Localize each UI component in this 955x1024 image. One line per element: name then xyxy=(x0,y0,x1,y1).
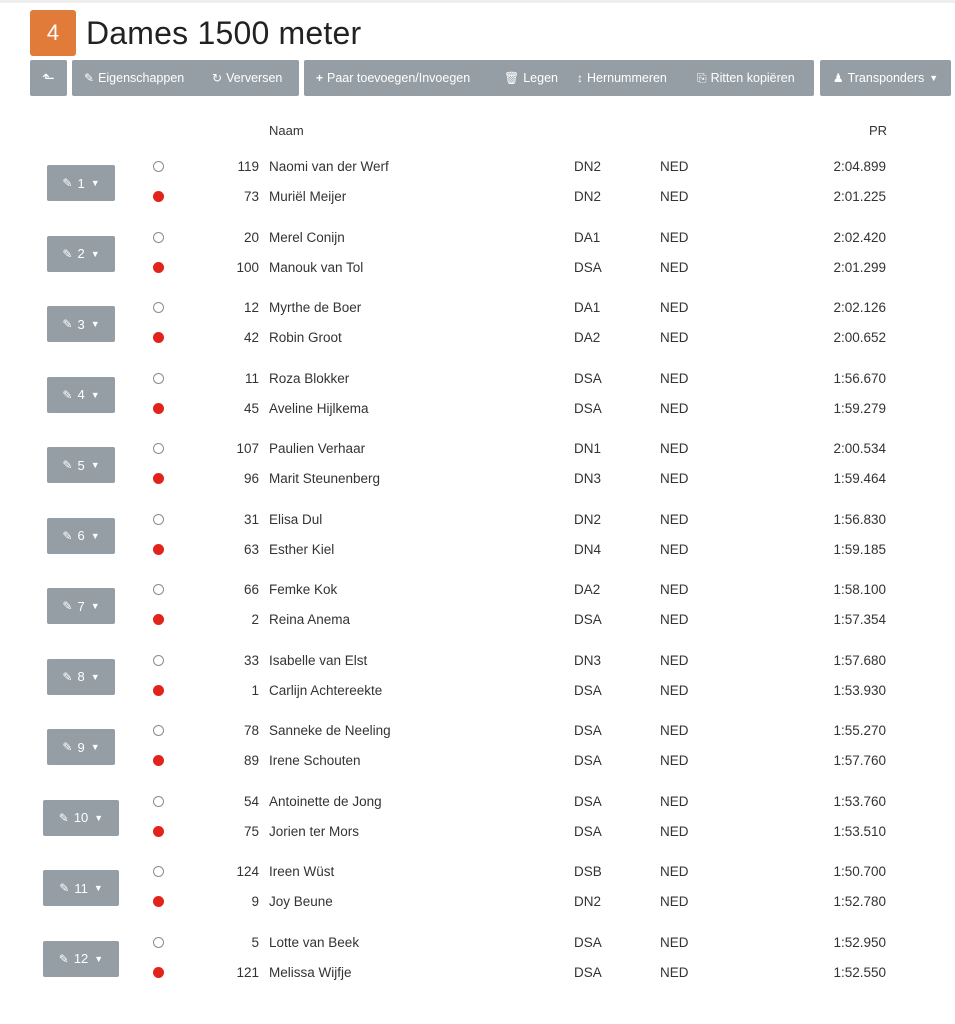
skater-name: Melissa Wijfje xyxy=(269,964,352,980)
caret-down-icon: ▼ xyxy=(90,742,100,752)
skater-name: Paulien Verhaar xyxy=(269,441,366,456)
heat-number: 11 xyxy=(74,880,88,896)
skater-category: DN1 xyxy=(574,441,602,456)
skater-nation: NED xyxy=(660,793,689,809)
page-title: Dames 1500 meter xyxy=(86,14,362,51)
red-lane-indicator xyxy=(153,332,164,343)
skater-pr: 2:00.534 xyxy=(833,441,886,456)
skater-name: Marit Steunenberg xyxy=(269,471,381,486)
skater-nation: NED xyxy=(660,934,689,950)
skater-category: DA1 xyxy=(574,229,601,245)
skater-nation: NED xyxy=(660,894,689,909)
skater-pr: 2:02.420 xyxy=(833,229,886,245)
skater-number: 2 xyxy=(251,612,259,627)
skater-pr: 1:53.760 xyxy=(833,793,886,809)
skater-number: 75 xyxy=(243,823,259,839)
user-icon: ♟ xyxy=(832,71,844,85)
heat-button[interactable] xyxy=(47,659,115,695)
skater-pr: 1:58.100 xyxy=(833,582,886,597)
heat-number: 12 xyxy=(73,951,89,966)
edit-icon: ✎ xyxy=(58,810,69,825)
clear-label: Legen xyxy=(523,71,558,85)
properties-refresh-group xyxy=(72,60,299,96)
red-lane-indicator xyxy=(153,896,164,907)
caret-down-icon: ▼ xyxy=(90,178,100,188)
white-lane-indicator xyxy=(153,302,164,313)
skater-number: 42 xyxy=(243,330,259,345)
skater-name: Merel Conijn xyxy=(269,229,345,245)
skater-pr: 1:55.270 xyxy=(833,723,886,738)
skater-number: 96 xyxy=(243,471,259,486)
heat-button[interactable] xyxy=(47,306,115,342)
skater-number: 12 xyxy=(243,300,259,315)
skater-name: Robin Groot xyxy=(269,330,342,345)
caret-down-icon: ▼ xyxy=(94,812,104,823)
skater-category: DN3 xyxy=(574,652,602,668)
skater-number: 54 xyxy=(243,793,259,809)
caret-down-icon: ▼ xyxy=(929,73,939,83)
add-pair-label: Paar toevoegen/Invoegen xyxy=(327,71,471,85)
skater-pr: 1:59.279 xyxy=(833,400,886,416)
edit-icon: ✎ xyxy=(62,740,73,754)
skater-category: DSA xyxy=(574,400,602,416)
skater-name: Isabelle van Elst xyxy=(269,652,368,668)
skater-number: 5 xyxy=(251,934,259,950)
skater-pr: 1:56.830 xyxy=(833,511,886,527)
skater-number: 89 xyxy=(243,753,259,768)
heat-number: 8 xyxy=(77,669,85,684)
heat-number: 4 xyxy=(77,387,85,402)
skater-pr: 2:01.299 xyxy=(833,259,886,275)
skater-pr: 2:00.652 xyxy=(833,330,886,345)
caret-down-icon: ▼ xyxy=(90,530,100,541)
pr-column-header: PR xyxy=(869,123,888,138)
skater-name: Muriël Meijer xyxy=(269,189,347,204)
heat-button[interactable] xyxy=(43,941,119,977)
red-lane-indicator xyxy=(153,403,164,414)
edit-icon: ✎ xyxy=(59,881,70,895)
skater-number: 124 xyxy=(236,864,259,879)
white-lane-indicator xyxy=(153,161,164,172)
skater-category: DSA xyxy=(574,964,602,980)
back-button[interactable] xyxy=(30,60,67,96)
edit-icon: ✎ xyxy=(84,71,95,85)
skater-nation: NED xyxy=(660,370,689,386)
edit-icon: ✎ xyxy=(62,246,73,261)
skater-nation: NED xyxy=(660,159,689,174)
skater-category: DA1 xyxy=(574,300,601,315)
skater-category: DN2 xyxy=(574,189,602,204)
red-lane-indicator xyxy=(153,755,164,766)
skater-number: 45 xyxy=(243,400,259,416)
add-pair-button[interactable] xyxy=(316,60,470,96)
skater-nation: NED xyxy=(660,753,689,768)
skater-pr: 1:50.700 xyxy=(833,864,886,879)
edit-icon: ✎ xyxy=(62,317,73,331)
skater-nation: NED xyxy=(660,823,689,839)
skater-category: DSA xyxy=(574,823,602,839)
heat-button[interactable] xyxy=(47,236,115,272)
white-lane-indicator xyxy=(153,796,164,807)
skater-nation: NED xyxy=(660,612,689,627)
skater-nation: NED xyxy=(660,864,689,879)
distance-number-badge: 4 xyxy=(30,10,76,56)
skater-pr: 1:57.680 xyxy=(833,652,886,668)
skater-number: 119 xyxy=(237,159,259,174)
red-lane-indicator xyxy=(153,614,164,625)
caret-down-icon: ▼ xyxy=(93,883,103,893)
back-arrow-icon: ⬑ xyxy=(42,70,55,87)
white-lane-indicator xyxy=(153,725,164,736)
skater-pr: 2:02.126 xyxy=(833,300,886,315)
skater-name: Aveline Hijlkema xyxy=(269,400,369,416)
name-column-header: Naam xyxy=(269,123,304,138)
skater-pr: 1:59.464 xyxy=(833,471,886,486)
skater-category: DSB xyxy=(574,864,602,879)
white-lane-indicator xyxy=(153,373,164,384)
skater-nation: NED xyxy=(660,400,689,416)
caret-down-icon: ▼ xyxy=(90,671,100,682)
skater-category: DA2 xyxy=(574,582,601,597)
copy-heats-button[interactable] xyxy=(697,60,795,96)
white-lane-indicator xyxy=(153,655,164,666)
skater-number: 66 xyxy=(243,582,259,597)
caret-down-icon: ▼ xyxy=(90,601,100,611)
skater-category: DSA xyxy=(574,793,602,809)
white-lane-indicator xyxy=(153,443,164,454)
skater-name: Irene Schouten xyxy=(269,753,361,768)
red-lane-indicator xyxy=(153,967,164,978)
heat-number: 10 xyxy=(73,810,89,825)
skater-pr: 1:52.780 xyxy=(833,894,886,909)
skater-nation: NED xyxy=(660,189,689,204)
skater-pr: 2:01.225 xyxy=(833,189,886,204)
heat-button[interactable] xyxy=(43,800,119,836)
skater-nation: NED xyxy=(660,471,689,486)
copy-icon: ⎘ xyxy=(697,70,707,85)
skater-name: Myrthe de Boer xyxy=(269,300,362,315)
white-lane-indicator xyxy=(153,584,164,595)
skater-nation: NED xyxy=(660,441,689,456)
skater-name: Naomi van der Werf xyxy=(269,159,389,174)
skater-nation: NED xyxy=(660,541,689,557)
skater-number: 78 xyxy=(243,723,259,738)
properties-label: Eigenschappen xyxy=(98,71,185,85)
edit-icon: ✎ xyxy=(62,387,73,402)
skater-category: DSA xyxy=(574,753,602,768)
transponders-label: Transponders xyxy=(847,71,925,85)
copy-heats-label: Ritten kopiëren xyxy=(710,71,795,85)
skater-name: Reina Anema xyxy=(269,612,351,627)
page-header xyxy=(30,10,361,56)
skater-name: Elisa Dul xyxy=(269,511,323,527)
skater-category: DSA xyxy=(574,259,602,275)
renumber-button[interactable] xyxy=(577,60,667,96)
skater-number: 31 xyxy=(243,511,259,527)
renumber-label: Hernummeren xyxy=(587,71,667,85)
skater-nation: NED xyxy=(660,330,689,345)
top-divider xyxy=(0,0,955,3)
red-lane-indicator xyxy=(153,262,164,273)
refresh-button[interactable] xyxy=(212,60,282,96)
red-lane-indicator xyxy=(153,544,164,555)
skater-pr: 1:53.510 xyxy=(833,823,886,839)
skater-category: DN4 xyxy=(574,541,602,557)
edit-icon: ✎ xyxy=(62,528,73,543)
skater-nation: NED xyxy=(660,652,689,668)
skater-number: 1 xyxy=(251,682,259,698)
skater-category: DN2 xyxy=(574,159,602,174)
caret-down-icon: ▼ xyxy=(90,248,100,259)
edit-icon: ✎ xyxy=(58,951,69,966)
heat-number: 9 xyxy=(77,739,85,755)
heat-number: 3 xyxy=(77,316,85,332)
skater-category: DSA xyxy=(574,370,602,386)
white-lane-indicator xyxy=(153,866,164,877)
skater-pr: 1:56.670 xyxy=(833,370,886,386)
skater-category: DSA xyxy=(574,682,602,698)
clear-button[interactable] xyxy=(504,60,558,96)
skater-name: Joy Beune xyxy=(269,894,333,909)
caret-down-icon: ▼ xyxy=(90,389,100,400)
skater-pr: 1:53.930 xyxy=(833,682,886,698)
skater-number: 121 xyxy=(236,964,259,980)
skater-nation: NED xyxy=(660,964,689,980)
skater-category: DSA xyxy=(574,612,602,627)
skater-number: 63 xyxy=(243,541,259,557)
skater-number: 107 xyxy=(236,441,259,456)
white-lane-indicator xyxy=(153,514,164,525)
skater-category: DN3 xyxy=(574,471,602,486)
skater-pr: 2:04.899 xyxy=(833,159,886,174)
heat-button[interactable] xyxy=(43,870,119,906)
heat-button[interactable] xyxy=(47,518,115,554)
heat-number: 6 xyxy=(77,528,85,543)
sort-numeric-icon: ↕ xyxy=(577,71,583,85)
skater-number: 20 xyxy=(243,229,259,245)
skater-nation: NED xyxy=(660,582,689,597)
skater-category: DA2 xyxy=(574,330,601,345)
skater-nation: NED xyxy=(660,723,689,738)
red-lane-indicator xyxy=(153,826,164,837)
skater-name: Jorien ter Mors xyxy=(269,823,360,839)
skater-pr: 1:52.950 xyxy=(833,934,886,950)
red-lane-indicator xyxy=(153,685,164,696)
white-lane-indicator xyxy=(153,937,164,948)
red-lane-indicator xyxy=(153,473,164,484)
skater-nation: NED xyxy=(660,511,689,527)
edit-icon: ✎ xyxy=(62,599,73,613)
skater-pr: 1:57.354 xyxy=(833,612,886,627)
skater-number: 100 xyxy=(236,259,259,275)
skater-number: 73 xyxy=(243,189,259,204)
refresh-icon: ↻ xyxy=(212,71,223,85)
skater-nation: NED xyxy=(660,259,689,275)
edit-icon: ✎ xyxy=(62,669,73,684)
heat-number: 7 xyxy=(77,598,85,614)
heat-number: 5 xyxy=(77,457,85,473)
skater-name: Sanneke de Neeling xyxy=(269,723,391,738)
skater-category: DN2 xyxy=(574,511,602,527)
skater-name: Esther Kiel xyxy=(269,541,335,557)
skater-pr: 1:59.185 xyxy=(833,541,886,557)
heat-number: 2 xyxy=(77,246,85,261)
skater-pr: 1:57.760 xyxy=(833,753,886,768)
skater-category: DSA xyxy=(574,934,602,950)
skater-name: Carlijn Achtereekte xyxy=(269,682,383,698)
refresh-label: Verversen xyxy=(226,71,283,85)
skater-number: 9 xyxy=(251,894,259,909)
edit-icon: ✎ xyxy=(62,458,73,472)
transponders-dropdown[interactable] xyxy=(820,60,951,96)
caret-down-icon: ▼ xyxy=(90,319,100,329)
skater-name: Roza Blokker xyxy=(269,370,350,386)
heat-button[interactable] xyxy=(47,588,115,624)
skater-nation: NED xyxy=(660,300,689,315)
skater-category: DN2 xyxy=(574,894,602,909)
skater-nation: NED xyxy=(660,229,689,245)
heat-number: 1 xyxy=(77,175,85,191)
caret-down-icon: ▼ xyxy=(90,460,100,470)
heat-button[interactable] xyxy=(47,165,115,201)
skater-name: Manouk van Tol xyxy=(269,259,364,275)
skater-name: Antoinette de Jong xyxy=(269,793,382,809)
heat-button[interactable] xyxy=(47,729,115,765)
skater-nation: NED xyxy=(660,682,689,698)
skater-number: 11 xyxy=(244,370,259,386)
skater-name: Femke Kok xyxy=(269,582,338,597)
skater-name: Ireen Wüst xyxy=(269,864,335,879)
white-lane-indicator xyxy=(153,232,164,243)
edit-icon: ✎ xyxy=(62,176,73,190)
properties-button[interactable] xyxy=(84,60,184,96)
plus-icon: + xyxy=(316,71,324,85)
skater-number: 33 xyxy=(243,652,259,668)
heat-button[interactable] xyxy=(47,447,115,483)
skater-name: Lotte van Beek xyxy=(269,934,360,950)
skater-pr: 1:52.550 xyxy=(833,964,886,980)
skater-category: DSA xyxy=(574,723,602,738)
heat-button[interactable] xyxy=(47,377,115,413)
heat-actions-group xyxy=(304,60,814,96)
caret-down-icon: ▼ xyxy=(94,953,104,964)
red-lane-indicator xyxy=(153,191,164,202)
trash-icon: 🗑 xyxy=(504,71,520,85)
